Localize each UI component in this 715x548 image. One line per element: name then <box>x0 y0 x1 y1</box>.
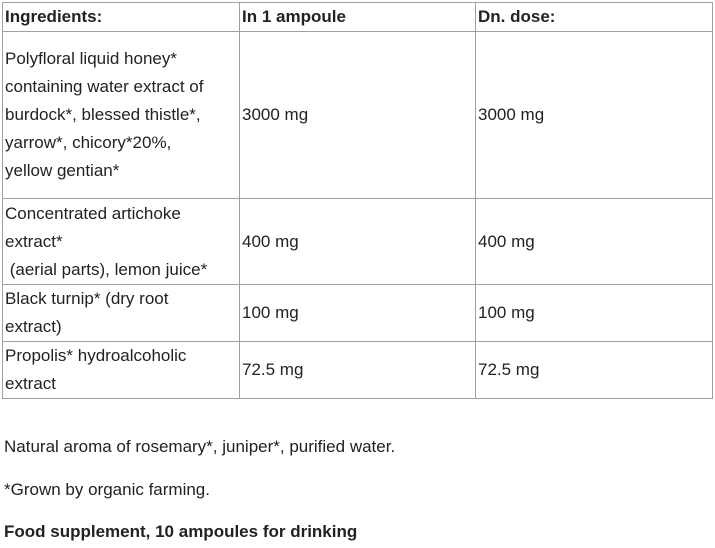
header-per-ampoule: In 1 ampoule <box>240 3 476 32</box>
per-ampoule-cell: 400 mg <box>240 199 476 285</box>
daily-dose-cell: 3000 mg <box>476 32 713 199</box>
ingredient-line: extract) <box>5 317 62 336</box>
table-row <box>3 342 713 399</box>
ingredient-line: Polyfloral liquid honey* <box>5 49 177 68</box>
table-row <box>3 285 713 342</box>
ingredient-line: yellow gentian* <box>5 161 120 180</box>
ingredient-line: extract* <box>5 231 63 251</box>
ingredient-line: extract <box>5 374 57 393</box>
per-ampoule-cell: 3000 mg <box>240 32 476 199</box>
table-row <box>3 32 713 199</box>
ingredient-line: (aerial parts), lemon juice* <box>5 259 208 279</box>
table-header-row <box>3 3 713 32</box>
daily-dose-cell: 400 mg <box>476 199 713 285</box>
ingredient-line: Propolis* hydroalcoholic <box>5 346 187 365</box>
ingredient-cell <box>3 199 240 285</box>
ingredient-line: Concentrated artichoke <box>5 203 181 223</box>
ingredient-line: containing water extract of <box>5 77 204 96</box>
ingredient-cell <box>3 342 240 399</box>
organic-footnote: *Grown by organic farming. <box>4 480 210 499</box>
ingredient-line: burdock*, blessed thistle*, <box>5 105 201 124</box>
ingredient-line: yarrow*, chicory*20%, <box>5 133 172 152</box>
header-ingredients: Ingredients: <box>3 3 240 32</box>
ingredients-table <box>2 2 713 399</box>
ingredient-cell <box>3 285 240 342</box>
supplement-statement: Food supplement, 10 ampoules for drinking <box>4 522 358 541</box>
ingredient-cell <box>3 32 240 199</box>
daily-dose-cell: 100 mg <box>476 285 713 342</box>
daily-dose-cell: 72.5 mg <box>476 342 713 399</box>
per-ampoule-cell: 72.5 mg <box>240 342 476 399</box>
per-ampoule-cell: 100 mg <box>240 285 476 342</box>
table-row <box>3 199 713 285</box>
ingredient-line: Black turnip* (dry root <box>5 289 169 308</box>
aroma-note: Natural aroma of rosemary*, juniper*, purified water. <box>4 437 396 456</box>
header-daily-dose: Dn. dose: <box>476 3 713 32</box>
